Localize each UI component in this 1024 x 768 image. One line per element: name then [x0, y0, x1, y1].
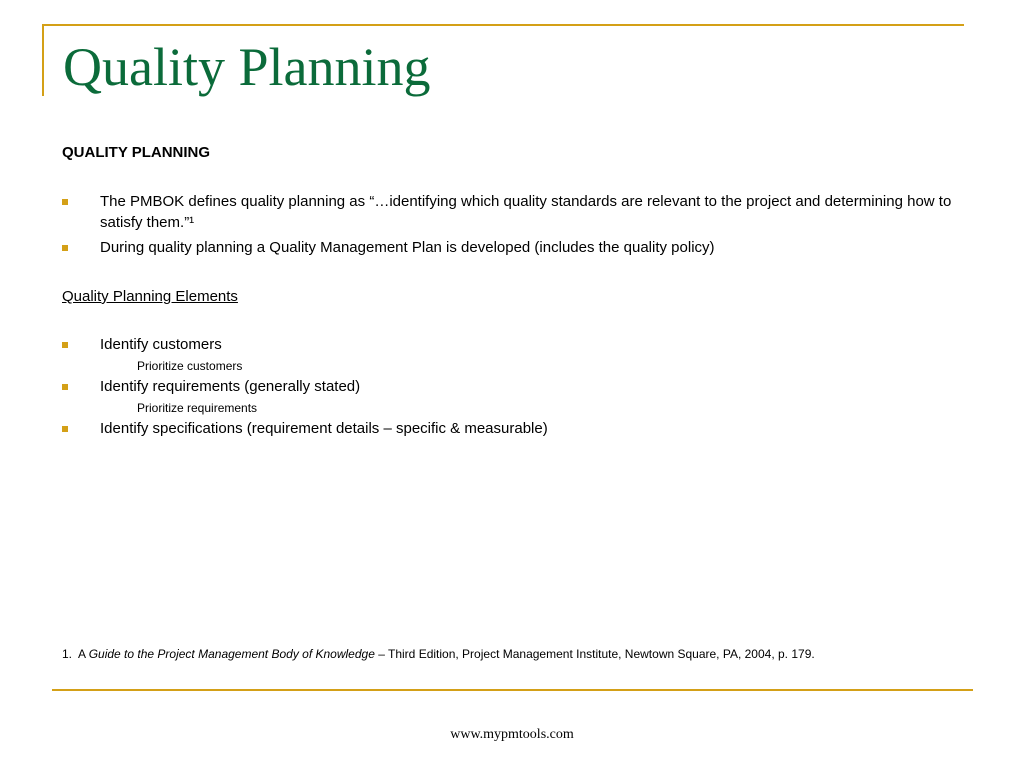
section-heading: QUALITY PLANNING	[62, 144, 211, 161]
intro-bullet-list	[62, 191, 962, 258]
slide-body	[62, 142, 962, 439]
bullet-text: Identify specifications (requirement details – specific & measurable)	[100, 420, 548, 437]
footnote-prefix: 1. A	[62, 647, 89, 661]
sub-list-item: Prioritize requirements	[137, 401, 258, 415]
footnote-suffix: – Third Edition, Project Management Institute, Newtown Square, PA, 2004, p. 179.	[374, 647, 815, 661]
footnote-title: Guide to the Project Management Body of Knowledge	[88, 647, 375, 661]
bullet-text: Identify requirements (generally stated)	[100, 378, 361, 395]
bullet-text: The PMBOK defines quality planning as “…identifying which quality standards are relevant to the project and determining how to satisfy them.”¹	[100, 193, 952, 231]
slide-title: Quality Planning	[63, 37, 431, 97]
list-item	[62, 418, 962, 439]
square-bullet-icon	[62, 245, 68, 251]
elements-bullet-list	[62, 334, 962, 439]
list-item	[62, 376, 962, 397]
list-item	[62, 191, 962, 233]
square-bullet-icon	[62, 199, 68, 205]
square-bullet-icon	[62, 342, 68, 348]
bullet-text: Identify customers	[100, 336, 222, 353]
frame-left-rule	[42, 24, 44, 96]
footnote	[62, 646, 815, 662]
bullet-text: During quality planning a Quality Management Plan is developed (includes the quality policy)	[100, 239, 715, 256]
square-bullet-icon	[62, 384, 68, 390]
elements-subheading: Quality Planning Elements	[62, 288, 238, 305]
square-bullet-icon	[62, 426, 68, 432]
sub-list-item: Prioritize customers	[137, 359, 243, 373]
list-item	[62, 334, 962, 355]
frame-bottom-rule	[52, 689, 973, 691]
frame-top-rule	[42, 24, 964, 26]
list-item	[62, 237, 962, 258]
footer-url: www.mypmtools.com	[450, 727, 574, 742]
